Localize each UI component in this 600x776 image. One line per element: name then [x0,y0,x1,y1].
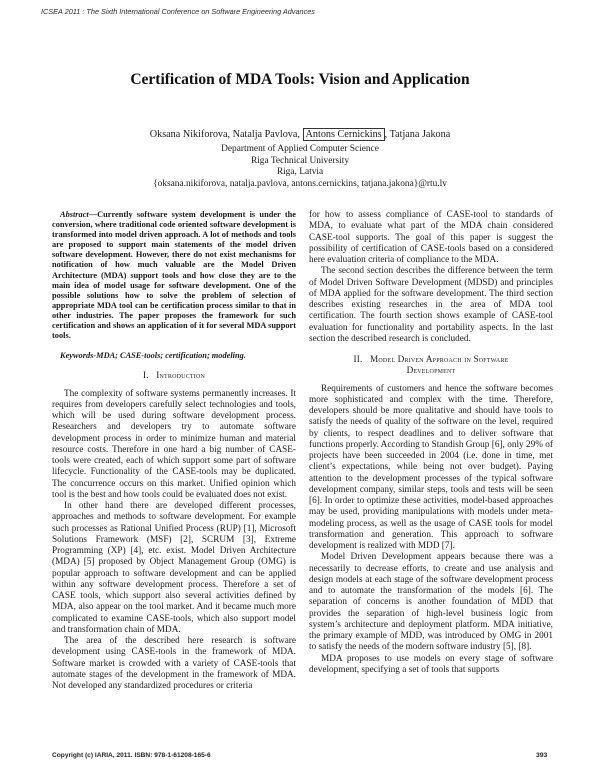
section-2-heading [309,354,553,377]
section-1-paragraph: The area of the described here research is software development using CASE-tools in the framework of MDA. Software market is crowded with a variety of CASE-tools that automate stages of the development in the framework of MDA. Not developed any standardized procedures or criteria [52,636,296,692]
keywords: Keywords-MDA; CASE-tools; certification; modeling. [60,351,246,361]
affiliation-emails: {oksana.nikiforova, natalja.pavlova, antons.cernickins, tatjana.jakona}@rtu.lv [153,178,447,189]
abstract [52,210,296,341]
author-names-1: Oksana Nikiforova, Natalja Pavlova, [149,129,300,140]
section-2-title-line2: Development [406,365,456,376]
affiliation-block [0,144,600,190]
section-2-paragraph: MDA proposes to use models on every stage of software development, specifying a set of tools that supports [309,653,553,675]
affiliation-dept: Department of Applied Computer Science [221,144,379,154]
page-number: 393 [536,752,548,759]
section-2-title-line1: Model Driven Approach in Software [370,354,509,364]
right-column [309,210,553,676]
left-column [52,210,296,692]
abstract-label: Abstract [60,210,89,219]
section-2-paragraph: Model Driven Development appears because there was a necessarily to decrease efforts, to create and use analysis and design models at each stage of the software development process and to automate the transformation of the models [6]. The separation of concerns is another foundation of MDD that provides the separation of high-level business logic from system’s architecture and deployment platform. MDA initiative, the primary example of MDD, was introduced by OMG in 2001 to satisfy the needs of the modern software industry [5], [8]. [309,552,553,653]
section-1-paragraph: The complexity of software systems permanently increases. It requires from developers carefully select technologies and tools, which will be used during software development process. Researchers and developers try to automate software development process in order to minimize human and material resource costs. Therefore in one hard a big number of CASE-tools were created, each of which support some part of software lifecycle. Functionality of the CASE-tools may be duplicated. The concurrence occurs on this market. Unified opinion which tool is the best and how tools could be evaluated does not exist. [52,388,296,500]
section-1-paragraph: In other hand there are developed different processes, approaches and methods to software development. For example such processes as Rational Unified Process (RUP) [1], Microsoft Solutions Framework (MSF) [2], SCRUM [3], Extreme Programming (XP) [4], etc. exist. Model Driven Architecture (MDA) [5] proposed by Object Management Group (OMG) is popular approach to software development and can be applied within any software development process. Therefore a set of CASE tools, which support also several activities defined by MDA, also appear on the tool market. And it became much more complicated to examine CASE-tools, which also support model and transformation chain of MDA. [52,501,296,635]
abstract-dash: — [88,210,98,219]
intro-continuation: for how to assess compliance of CASE-tool to standards of MDA, to evaluate what part of the MDA chain considered CASE-tool supports. The goal of this paper is suggest the possibility of certification of CASE-tools based on a considered here evaluation criteria of compliance to the MDA. [309,210,553,265]
section-1-number: I. [142,370,149,381]
footer-copyright: Copyright (c) IARIA, 2011. ISBN: 978-1-61208-165-6 [52,752,211,759]
author-highlighted: Antons Cernickins [303,128,385,141]
affiliation-university: Riga Technical University [250,155,350,166]
affiliation-city: Riga, Latvia [276,167,324,178]
paper-title: Certification of MDA Tools: Vision and Application [130,71,470,88]
author-names-2: Tatjana Jakona [389,129,451,140]
section-2-number: II. [353,354,363,364]
intro-paragraph: The second section describes the difference between the term of Model Driven Software Development (MDSD) and principles of MDA applied for the software development. The third section describes existing researches in the area of MDA tool certification. The fourth section shows example of CASE-tool evaluation for functionality and portability aspects. In the last section the described research is concluded. [309,266,553,344]
author-list [0,129,600,140]
section-1-heading [52,370,296,381]
section-2-paragraph: Requirements of customers and hence the software becomes more sophisticated and complex with the time. Therefore, developers should be more qualitative and should have tools to satisfy the needs of quality of the software on the level, required by clients, to respect deadlines and to deliver software that functions properly. According to Standish Group [6], only 29% of projects have been succeeded in 2004 (i.e. done in time, met client’s expectations, while being not over budget). Paying attention to the development processes of the typical software development company, similar steps, tools and tests will be seen [6]. In order to optimize these activities, model-based approaches may be used, providing manipulations with models under meta-modeling process, as well as the usage of CASE tools for model transformation and generation. This approach to software development is realized with MDD [7]. [309,383,553,551]
abstract-text: Currently software system development is under the conversion, where traditional code oriented software development is transformed into model driven approach. A lot of methods and tools are proposed to support main statements of the model driven software development. However, there do not exist mechanisms for notification of how much valuable are the Model Driven Architecture (MDA) support tools and how close they are to the main idea of model usage for software development. One of the possible solutions how to solve the problem of selection of appropriate MDA tool can be certification process similar to that in other industries. The paper proposes the framework for such certification and shows an application of it for several MDA support tools. [52,210,296,341]
author-separator: , [384,129,388,140]
running-head: ICSEA 2011 : The Sixth International Conference on Software Engineering Advances [41,7,315,16]
section-1-title: Introduction [156,370,206,381]
